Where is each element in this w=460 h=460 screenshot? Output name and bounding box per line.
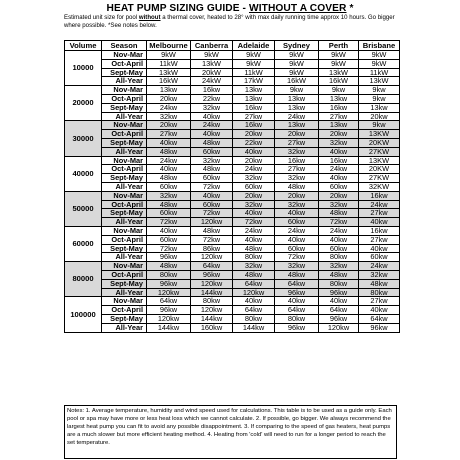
kw-cell: 48kw	[191, 226, 233, 235]
kw-cell: 48kw	[319, 209, 359, 218]
kw-cell: 40kw	[319, 235, 359, 244]
kw-cell: 13kW	[191, 59, 233, 68]
table-row	[65, 86, 400, 95]
table-row	[65, 226, 400, 235]
season-cell: Sept-May	[102, 279, 147, 288]
kw-cell: 16kw	[233, 103, 275, 112]
kw-cell: 9kw	[359, 121, 400, 130]
kw-cell: 72kw	[275, 253, 319, 262]
kw-cell: 72kw	[191, 182, 233, 191]
table-row	[65, 103, 400, 112]
kw-cell: 60kw	[275, 244, 319, 253]
table-row	[65, 191, 400, 200]
season-cell: Nov-Mar	[102, 86, 147, 95]
kw-cell: 72kw	[319, 218, 359, 227]
kw-cell: 80kw	[191, 297, 233, 306]
kw-cell: 9kW	[233, 51, 275, 60]
table-row	[65, 94, 400, 103]
kw-cell: 48kw	[233, 270, 275, 279]
kw-cell: 64kw	[191, 262, 233, 271]
kw-cell: 24kw	[359, 200, 400, 209]
kw-cell: 27kw	[147, 130, 191, 139]
kw-cell: 144kw	[147, 323, 191, 332]
column-header: Canberra	[191, 41, 233, 51]
kw-cell: 9kw	[319, 86, 359, 95]
season-cell: Oct-April	[102, 59, 147, 68]
table-row	[65, 209, 400, 218]
kw-cell: 17kW	[233, 77, 275, 86]
column-header: Season	[102, 41, 147, 51]
kw-cell: 144kw	[233, 323, 275, 332]
kw-cell: 13kw	[275, 121, 319, 130]
column-header: Sydney	[275, 41, 319, 51]
table-row	[65, 297, 400, 306]
table-row	[65, 253, 400, 262]
kw-cell: 9kW	[147, 51, 191, 60]
kw-cell: 64kw	[319, 306, 359, 315]
kw-cell: 60kw	[191, 147, 233, 156]
kw-cell: 9kW	[275, 51, 319, 60]
kw-cell: 40kw	[233, 297, 275, 306]
kw-cell: 13kW	[359, 77, 400, 86]
kw-cell: 32kw	[191, 103, 233, 112]
kw-cell: 9kW	[275, 59, 319, 68]
kw-cell: 48kw	[191, 165, 233, 174]
kw-cell: 40kw	[191, 191, 233, 200]
season-cell: All-Year	[102, 288, 147, 297]
kw-cell: 60kw	[319, 244, 359, 253]
kw-cell: 40kw	[275, 297, 319, 306]
kw-cell: 27kw	[233, 112, 275, 121]
kw-cell: 48kw	[359, 279, 400, 288]
intro-after: a thermal cover, heated to 28° with max daily running time approx 10 hours. Go bigger where possible. *See notes below.	[64, 14, 395, 29]
kw-cell: 86kw	[191, 244, 233, 253]
table-row	[65, 156, 400, 165]
season-cell: All-Year	[102, 112, 147, 121]
season-cell: All-Year	[102, 147, 147, 156]
kw-cell: 72kw	[147, 244, 191, 253]
table-row	[65, 270, 400, 279]
kw-cell: 72kw	[233, 218, 275, 227]
kw-cell: 48kw	[191, 138, 233, 147]
table-row	[65, 112, 400, 121]
kw-cell: 40kw	[359, 244, 400, 253]
notes-text: Notes: 1. Average temperature, humidity and wind speed used for calculations. This table is to be used as a guide only. Each pool or spa may have more or less heat loss which we cannot calculate. 2. If possible, go bigger. We always recommend the largest heat pump you can fit to avoid any possible disappointment. 3. If comparing to the speed of gas heaters, heat pumps are a much slower but more efficient heating method. 4. Heating from 'cold' will need to run for a longer period to reach the set temperature.	[64, 405, 397, 459]
kw-cell: 32kw	[191, 156, 233, 165]
table-row	[65, 323, 400, 332]
kw-cell: 60kw	[147, 209, 191, 218]
season-cell: All-Year	[102, 253, 147, 262]
kw-cell: 64kw	[233, 279, 275, 288]
volume-cell: 20000	[65, 86, 102, 121]
kw-cell: 64kw	[233, 306, 275, 315]
column-header: Adelaide	[233, 41, 275, 51]
kw-cell: 32kw	[233, 262, 275, 271]
season-cell: Sept-May	[102, 209, 147, 218]
season-cell: Nov-Mar	[102, 297, 147, 306]
season-cell: Nov-Mar	[102, 121, 147, 130]
kw-cell: 11kW	[147, 59, 191, 68]
table-row	[65, 314, 400, 323]
kw-cell: 16kw	[275, 156, 319, 165]
kw-cell: 27kw	[359, 235, 400, 244]
kw-cell: 20kw	[147, 94, 191, 103]
season-cell: Oct-April	[102, 165, 147, 174]
kw-cell: 13kw	[319, 121, 359, 130]
table-row	[65, 262, 400, 271]
title-suffix: *	[346, 3, 354, 14]
column-header: Volume	[65, 41, 102, 51]
kw-cell: 32kw	[147, 191, 191, 200]
kw-cell: 20kw	[359, 112, 400, 121]
kw-cell: 13KW	[359, 156, 400, 165]
kw-cell: 64kw	[147, 297, 191, 306]
kw-cell: 32kw	[233, 200, 275, 209]
kw-cell: 96kw	[319, 314, 359, 323]
season-cell: Sept-May	[102, 103, 147, 112]
table-row	[65, 68, 400, 77]
season-cell: Nov-Mar	[102, 226, 147, 235]
volume-cell: 100000	[65, 297, 102, 332]
kw-cell: 9kW	[359, 59, 400, 68]
table-row	[65, 306, 400, 315]
kw-cell: 32KW	[359, 182, 400, 191]
kw-cell: 24kw	[319, 165, 359, 174]
kw-cell: 20KW	[359, 138, 400, 147]
kw-cell: 144kw	[191, 288, 233, 297]
kw-cell: 80kw	[319, 253, 359, 262]
kw-cell: 20kw	[233, 130, 275, 139]
kw-cell: 20kw	[233, 191, 275, 200]
kw-cell: 27kw	[319, 112, 359, 121]
table-row	[65, 182, 400, 191]
table-row	[65, 147, 400, 156]
kw-cell: 120kw	[191, 253, 233, 262]
season-cell: Sept-May	[102, 68, 147, 77]
kw-cell: 9kw	[359, 86, 400, 95]
kw-cell: 48kw	[233, 244, 275, 253]
kw-cell: 20kw	[275, 130, 319, 139]
kw-cell: 24kw	[147, 156, 191, 165]
kw-cell: 9kW	[359, 51, 400, 60]
volume-cell: 40000	[65, 156, 102, 191]
kw-cell: 13kw	[359, 103, 400, 112]
kw-cell: 72kw	[191, 209, 233, 218]
kw-cell: 32kw	[275, 262, 319, 271]
season-cell: All-Year	[102, 182, 147, 191]
kw-cell: 22kw	[191, 94, 233, 103]
kw-cell: 120kw	[191, 279, 233, 288]
kw-cell: 40kw	[319, 147, 359, 156]
kw-cell: 120kw	[319, 323, 359, 332]
season-cell: All-Year	[102, 323, 147, 332]
kw-cell: 48kw	[147, 174, 191, 183]
kw-cell: 32kw	[275, 147, 319, 156]
intro-before: Estimated unit size for pool	[64, 14, 139, 21]
kw-cell: 27kw	[275, 165, 319, 174]
kw-cell: 16kw	[233, 121, 275, 130]
kw-cell: 27kw	[359, 297, 400, 306]
kw-cell: 60kw	[147, 235, 191, 244]
kw-cell: 72kw	[191, 235, 233, 244]
kw-cell: 120kw	[233, 288, 275, 297]
kw-cell: 48kw	[147, 147, 191, 156]
kw-cell: 96kw	[147, 279, 191, 288]
table-row	[65, 77, 400, 86]
kw-cell: 11kW	[233, 68, 275, 77]
table-row	[65, 244, 400, 253]
kw-cell: 80kw	[233, 314, 275, 323]
kw-cell: 24kw	[319, 226, 359, 235]
kw-cell: 96kw	[359, 323, 400, 332]
sizing-table	[64, 40, 400, 333]
season-cell: Sept-May	[102, 244, 147, 253]
kw-cell: 40kw	[191, 112, 233, 121]
kw-cell: 9kW	[233, 59, 275, 68]
table-row	[65, 288, 400, 297]
table-row	[65, 218, 400, 227]
kw-cell: 32kw	[147, 112, 191, 121]
kw-cell: 13kW	[319, 68, 359, 77]
kw-cell: 32kw	[275, 200, 319, 209]
kw-cell: 80kw	[147, 270, 191, 279]
kw-cell: 72kw	[147, 218, 191, 227]
kw-cell: 80kw	[275, 314, 319, 323]
kw-cell: 22kw	[233, 138, 275, 147]
kw-cell: 9kW	[275, 68, 319, 77]
kw-cell: 40kw	[191, 130, 233, 139]
title-prefix: HEAT PUMP SIZING GUIDE -	[106, 3, 249, 14]
kw-cell: 48kw	[147, 262, 191, 271]
kw-cell: 9kw	[359, 94, 400, 103]
kw-cell: 9kw	[275, 86, 319, 95]
kw-cell: 60kw	[147, 182, 191, 191]
season-cell: Oct-April	[102, 270, 147, 279]
volume-cell: 60000	[65, 226, 102, 261]
kw-cell: 60kw	[233, 182, 275, 191]
table-row	[65, 130, 400, 139]
kw-cell: 120kw	[191, 218, 233, 227]
intro-emphasis: without	[138, 14, 161, 21]
kw-cell: 48kw	[275, 270, 319, 279]
kw-cell: 24kw	[233, 226, 275, 235]
kw-cell: 20kw	[275, 191, 319, 200]
table-row	[65, 165, 400, 174]
kw-cell: 16kw	[319, 156, 359, 165]
kw-cell: 20kW	[191, 68, 233, 77]
kw-cell: 13kw	[233, 86, 275, 95]
kw-cell: 16kw	[191, 86, 233, 95]
table-row	[65, 138, 400, 147]
table-row	[65, 174, 400, 183]
table-row	[65, 121, 400, 130]
kw-cell: 9kW	[191, 51, 233, 60]
kw-cell: 24kw	[275, 112, 319, 121]
season-cell: All-Year	[102, 218, 147, 227]
kw-cell: 40kw	[147, 138, 191, 147]
kw-cell: 13kw	[275, 103, 319, 112]
column-header: Perth	[319, 41, 359, 51]
kw-cell: 120kw	[147, 314, 191, 323]
season-cell: Oct-April	[102, 200, 147, 209]
season-cell: Oct-April	[102, 130, 147, 139]
season-cell: Oct-April	[102, 94, 147, 103]
kw-cell: 40kw	[233, 235, 275, 244]
kw-cell: 120kw	[191, 306, 233, 315]
kw-cell: 40kw	[147, 165, 191, 174]
kw-cell: 40kw	[233, 147, 275, 156]
kw-cell: 160kw	[191, 323, 233, 332]
season-cell: Sept-May	[102, 174, 147, 183]
season-cell: Sept-May	[102, 138, 147, 147]
kw-cell: 96kw	[275, 323, 319, 332]
kw-cell: 27KW	[359, 174, 400, 183]
kw-cell: 9kW	[319, 51, 359, 60]
kw-cell: 16kW	[147, 77, 191, 86]
kw-cell: 40kw	[147, 226, 191, 235]
kw-cell: 13KW	[359, 130, 400, 139]
table-row	[65, 59, 400, 68]
kw-cell: 144kw	[191, 314, 233, 323]
kw-cell: 48kw	[147, 200, 191, 209]
kw-cell: 48kw	[319, 270, 359, 279]
kw-cell: 40kw	[275, 209, 319, 218]
kw-cell: 16kw	[319, 103, 359, 112]
kw-cell: 32kw	[359, 270, 400, 279]
kw-cell: 120kw	[147, 288, 191, 297]
kw-cell: 40kw	[319, 297, 359, 306]
season-cell: Nov-Mar	[102, 262, 147, 271]
table-header-row	[65, 41, 400, 51]
volume-cell: 50000	[65, 191, 102, 226]
table-body	[65, 51, 400, 333]
kw-cell: 24kW	[191, 77, 233, 86]
kw-cell: 32kw	[275, 174, 319, 183]
season-cell: All-Year	[102, 77, 147, 86]
kw-cell: 20kw	[147, 121, 191, 130]
kw-cell: 20kw	[319, 130, 359, 139]
kw-cell: 20kw	[233, 156, 275, 165]
kw-cell: 64kw	[275, 306, 319, 315]
volume-cell: 80000	[65, 262, 102, 297]
table-row	[65, 235, 400, 244]
kw-cell: 27kw	[359, 209, 400, 218]
kw-cell: 96kw	[191, 270, 233, 279]
kw-cell: 16kW	[275, 77, 319, 86]
kw-cell: 27kw	[275, 138, 319, 147]
kw-cell: 60kw	[359, 253, 400, 262]
kw-cell: 40kw	[319, 174, 359, 183]
kw-cell: 96kw	[147, 253, 191, 262]
kw-cell: 13kw	[319, 94, 359, 103]
kw-cell: 32kw	[319, 138, 359, 147]
season-cell: Nov-Mar	[102, 191, 147, 200]
kw-cell: 40kw	[359, 306, 400, 315]
kw-cell: 60kw	[275, 218, 319, 227]
kw-cell: 96kw	[147, 306, 191, 315]
kw-cell: 13kw	[275, 94, 319, 103]
kw-cell: 96kw	[275, 288, 319, 297]
season-cell: Oct-April	[102, 235, 147, 244]
volume-cell: 30000	[65, 121, 102, 156]
page-title	[0, 3, 460, 14]
kw-cell: 80kw	[359, 288, 400, 297]
kw-cell: 60kw	[191, 200, 233, 209]
kw-cell: 24kw	[147, 103, 191, 112]
table-row	[65, 200, 400, 209]
kw-cell: 64kw	[275, 279, 319, 288]
kw-cell: 32kw	[233, 174, 275, 183]
title-emphasis: WITHOUT A COVER	[248, 3, 347, 14]
kw-cell: 16kw	[359, 191, 400, 200]
season-cell: Sept-May	[102, 314, 147, 323]
kw-cell: 96kw	[319, 288, 359, 297]
kw-cell: 80kw	[319, 279, 359, 288]
kw-cell: 24kw	[233, 165, 275, 174]
season-cell: Oct-April	[102, 306, 147, 315]
kw-cell: 24kw	[275, 226, 319, 235]
season-cell: Nov-Mar	[102, 51, 147, 60]
kw-cell: 40kw	[233, 209, 275, 218]
kw-cell: 64kw	[359, 314, 400, 323]
kw-cell: 13kw	[147, 86, 191, 95]
table-row	[65, 279, 400, 288]
kw-cell: 24kw	[359, 262, 400, 271]
kw-cell: 16kW	[319, 77, 359, 86]
kw-cell: 27KW	[359, 147, 400, 156]
kw-cell: 40kw	[275, 235, 319, 244]
kw-cell: 20kw	[319, 191, 359, 200]
kw-cell: 13kw	[233, 94, 275, 103]
table-row	[65, 51, 400, 60]
kw-cell: 32kw	[319, 262, 359, 271]
column-header: Brisbane	[359, 41, 400, 51]
kw-cell: 16kw	[359, 226, 400, 235]
volume-cell: 10000	[65, 51, 102, 86]
kw-cell: 11kW	[359, 68, 400, 77]
kw-cell: 48kw	[275, 182, 319, 191]
kw-cell: 13kW	[147, 68, 191, 77]
kw-cell: 20KW	[359, 165, 400, 174]
intro-text	[64, 14, 404, 30]
kw-cell: 9kW	[319, 59, 359, 68]
kw-cell: 24kw	[191, 121, 233, 130]
kw-cell: 32kw	[319, 200, 359, 209]
kw-cell: 40kw	[359, 218, 400, 227]
column-header: Melbourne	[147, 41, 191, 51]
kw-cell: 60kw	[319, 182, 359, 191]
kw-cell: 80kw	[233, 253, 275, 262]
kw-cell: 60kw	[191, 174, 233, 183]
season-cell: Nov-Mar	[102, 156, 147, 165]
